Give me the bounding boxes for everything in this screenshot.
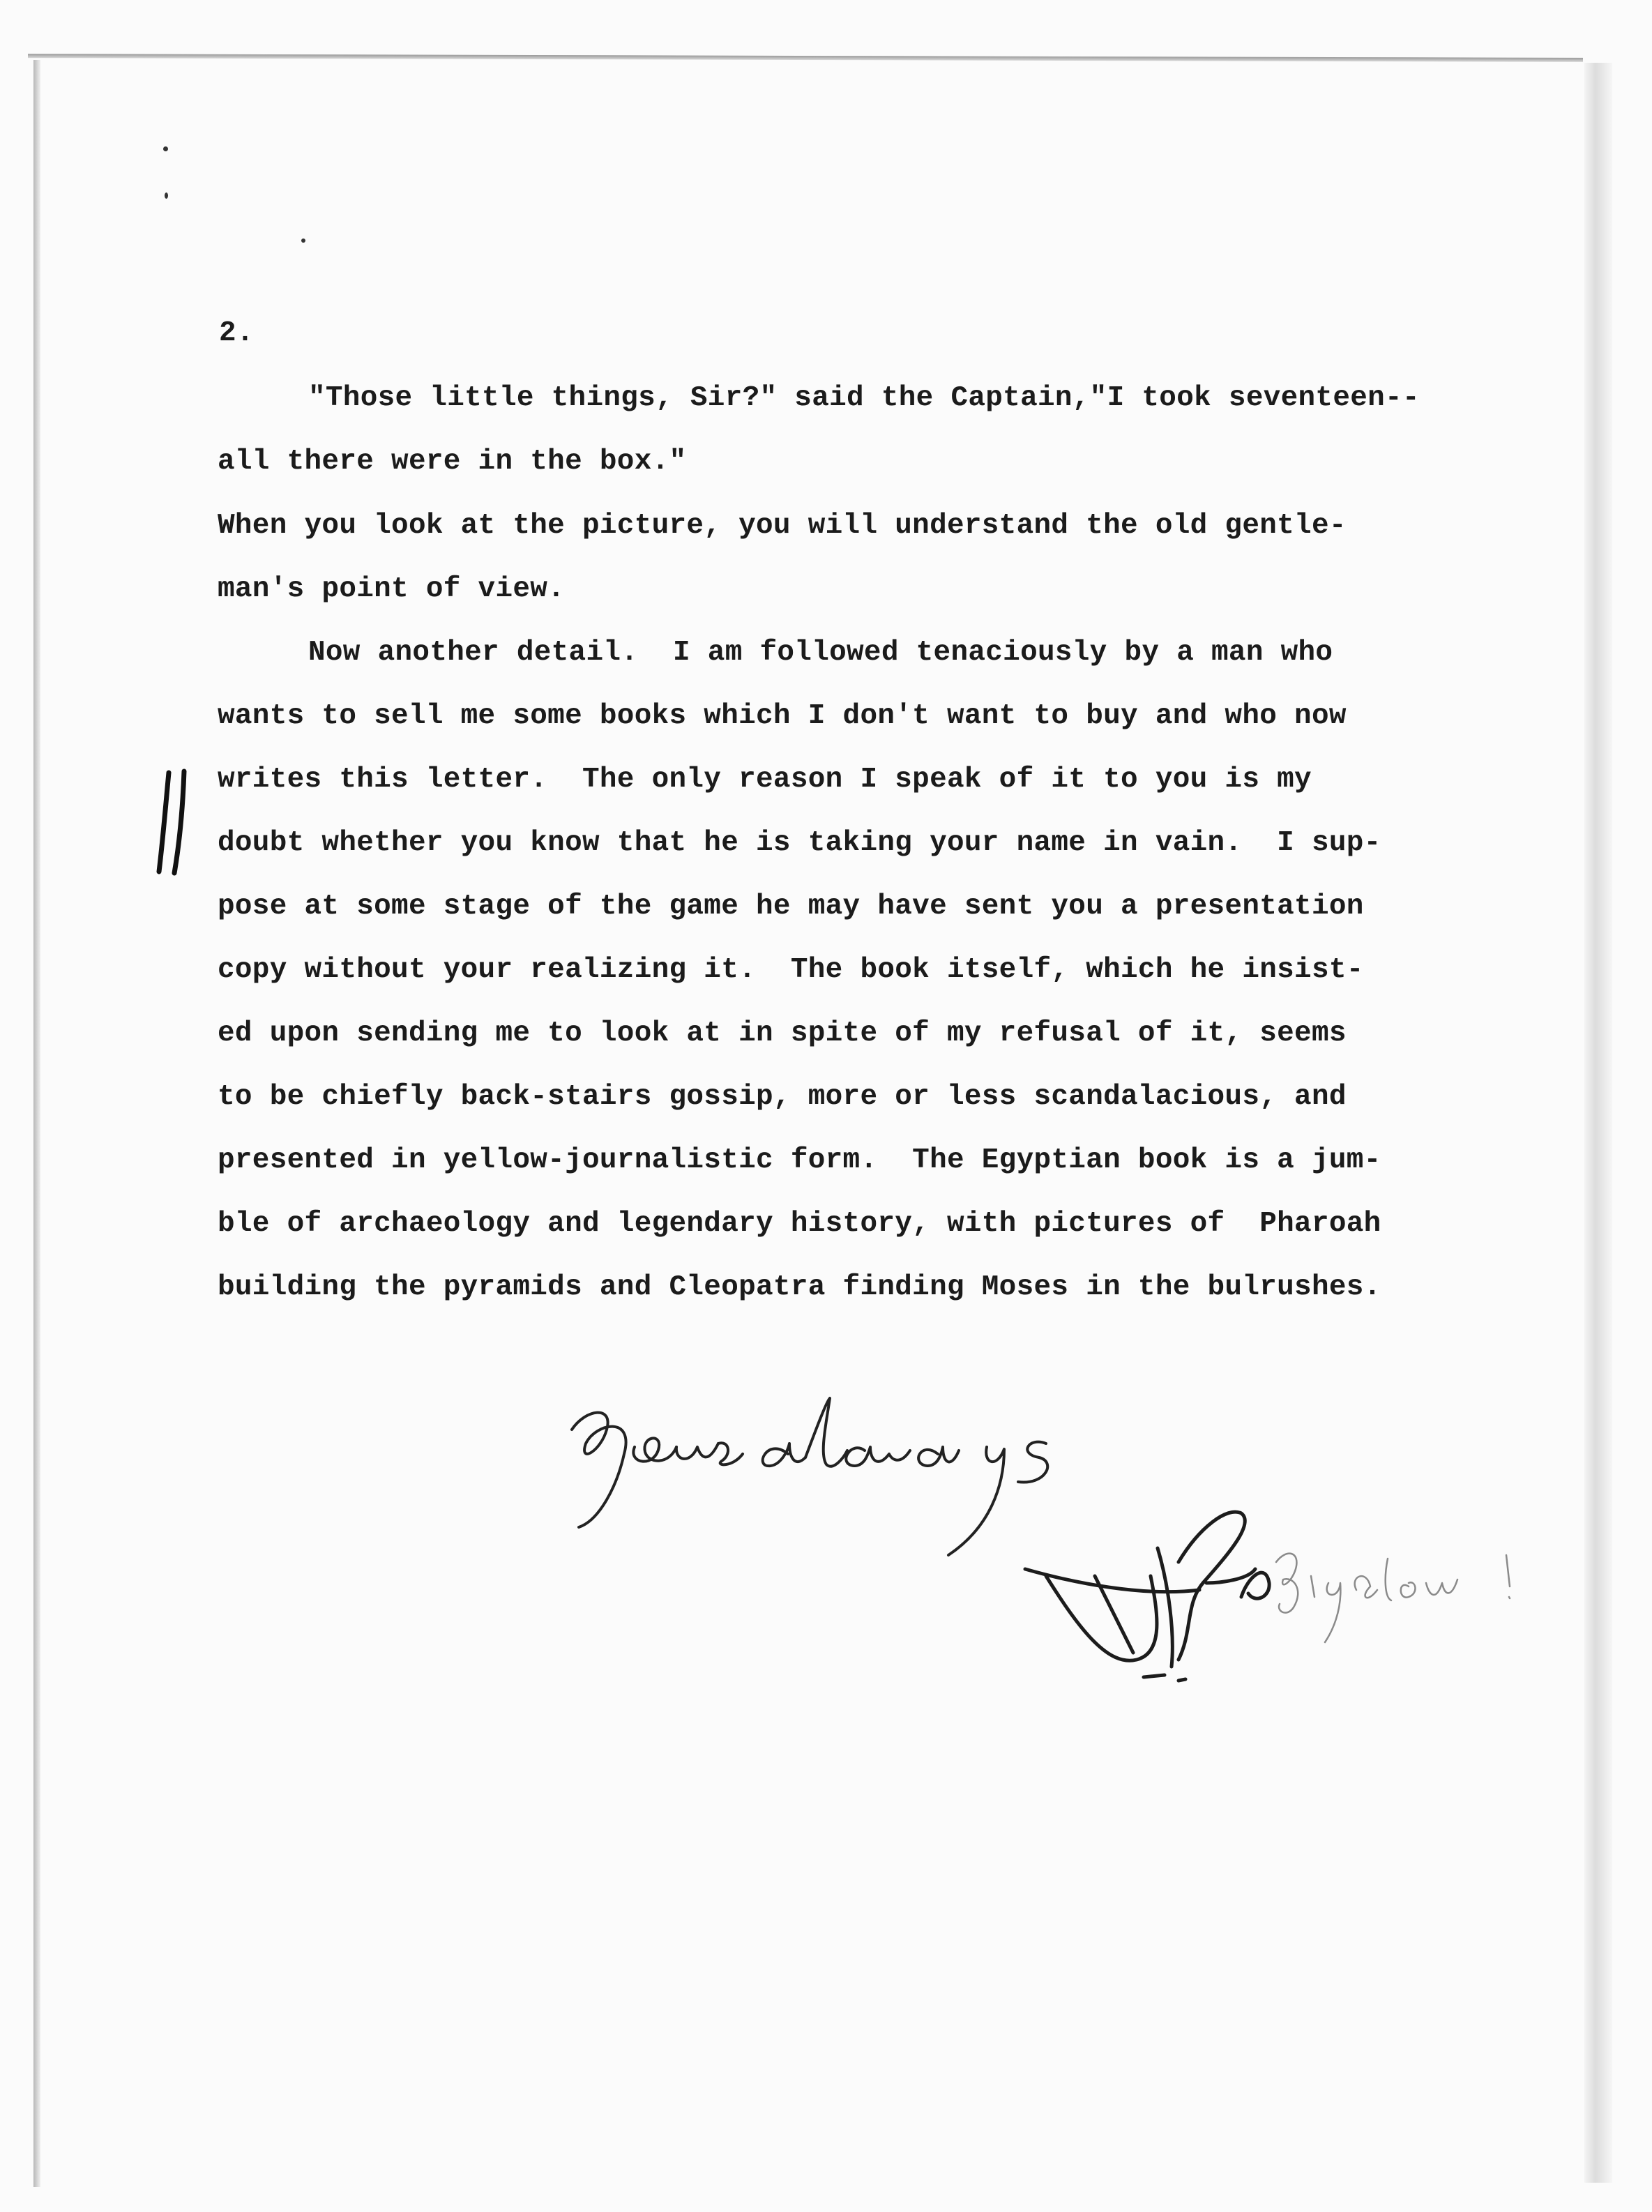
scan-speck xyxy=(163,146,168,151)
letter-line: copy without your realizing it. The book itself, which he insist- xyxy=(218,954,1364,986)
scan-speck xyxy=(301,238,305,243)
letter-line: "Those little things, Sir?" said the Captain,"I took seventeen-- xyxy=(308,382,1420,414)
letter-line: presented in yellow-journalistic form. The Egyptian book is a jum- xyxy=(218,1144,1381,1176)
letter-line: When you look at the picture, you will understand the old gentle- xyxy=(218,510,1347,542)
margin-mark-icon xyxy=(153,767,195,879)
letter-line: to be chiefly back-stairs gossip, more or less scandalacious, and xyxy=(218,1081,1347,1113)
letter-line: writes this letter. The only reason I speak of it to you is my xyxy=(218,764,1312,796)
letter-line: Now another detail. I am followed tenaciously by a man who xyxy=(308,637,1333,669)
handwritten-signature xyxy=(1018,1492,1548,1722)
sheet-left-edge xyxy=(33,60,40,2187)
scan-speck xyxy=(165,192,168,199)
page-number: 2. xyxy=(219,317,255,349)
letter-line: wants to sell me some books which I don't want to buy and who now xyxy=(218,700,1347,732)
letter-line: all there were in the box." xyxy=(218,446,687,478)
letter-line: man's point of view. xyxy=(218,573,566,605)
letter-line: pose at some stage of the game he may have sent you a presentation xyxy=(218,891,1364,923)
letter-line: ed upon sending me to look at in spite of my refusal of it, seems xyxy=(218,1017,1347,1050)
sheet-top-edge xyxy=(28,54,1583,62)
letter-line: ble of archaeology and legendary history, with pictures of Pharoah xyxy=(218,1208,1381,1240)
letter-line: doubt whether you know that he is taking your name in vain. I sup- xyxy=(218,827,1381,859)
sheet-right-edge xyxy=(1584,63,1612,2183)
letter-line: building the pyramids and Cleopatra finding Moses in the bulrushes. xyxy=(218,1271,1381,1303)
